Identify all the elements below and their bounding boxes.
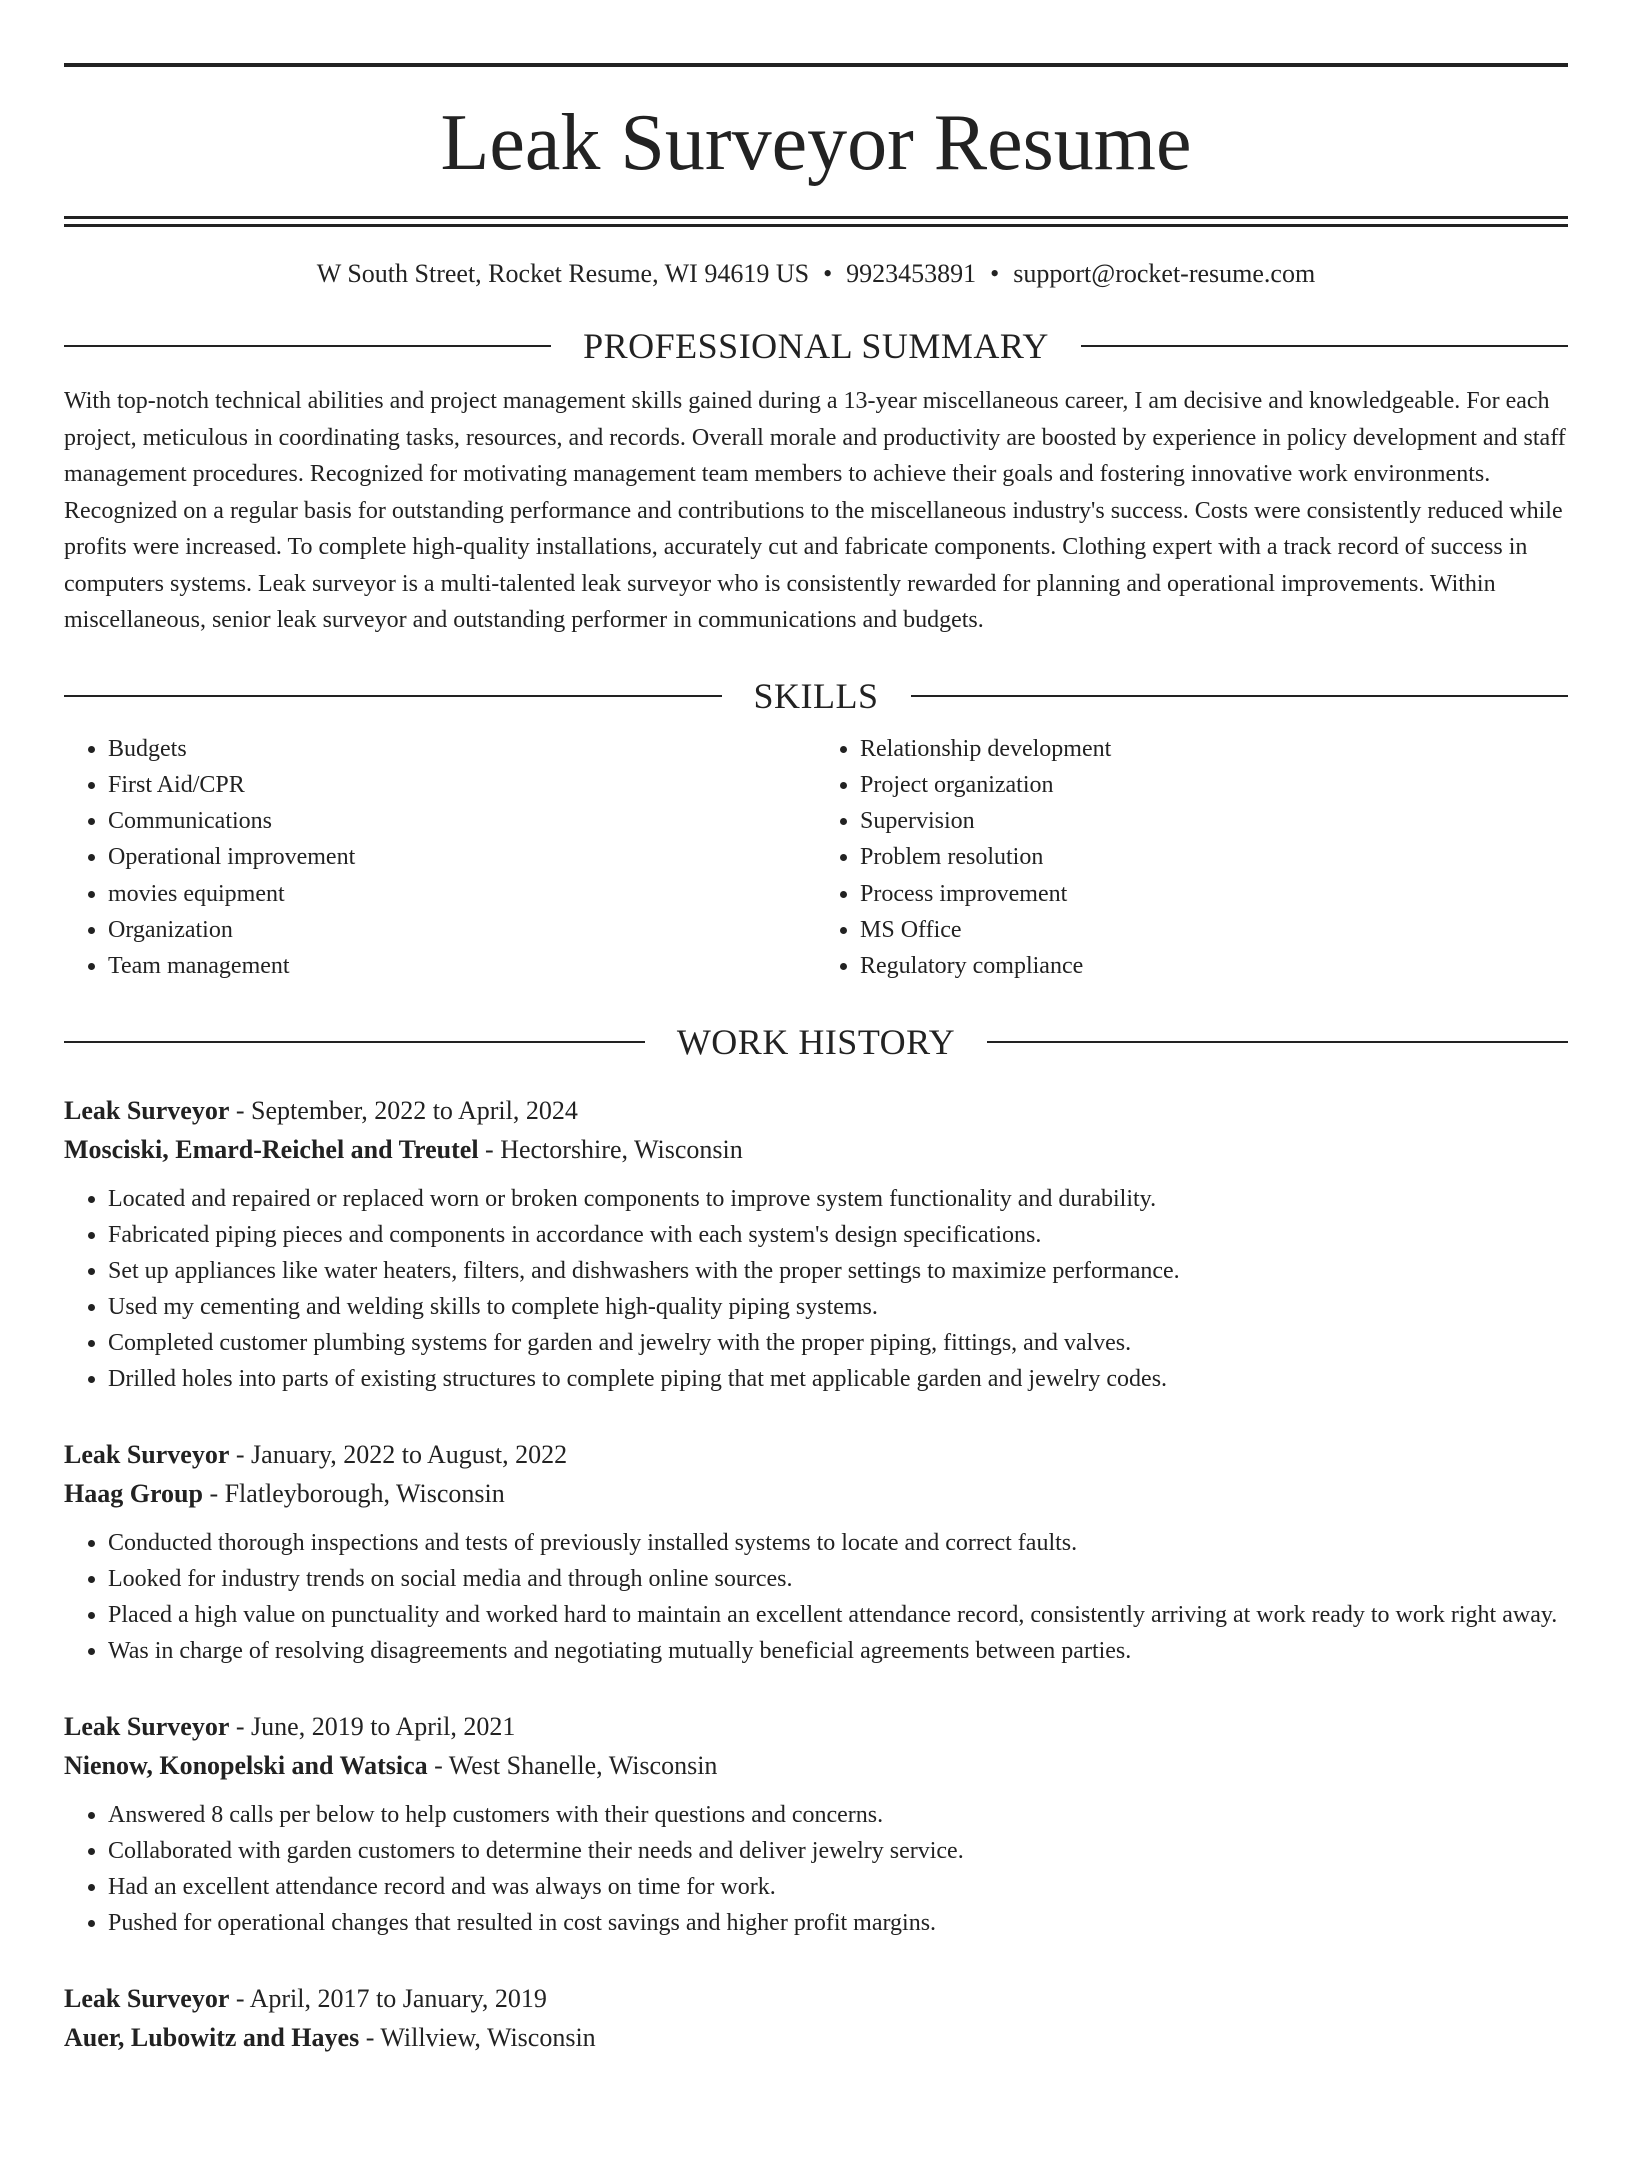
duty-item: • Collaborated with garden customers to determine their needs and deliver jewelry service. xyxy=(108,1833,1568,1869)
skill-item: • Budgets xyxy=(108,731,816,767)
duty-item: • Conducted thorough inspections and tests of previously installed systems to locate and correct faults. xyxy=(108,1525,1568,1561)
duty-item: • Answered 8 calls per below to help customers with their questions and concerns. xyxy=(108,1797,1568,1833)
skill-item: • First Aid/CPR xyxy=(108,767,816,803)
title-double-rule xyxy=(64,216,1568,227)
work-heading-label: WORK HISTORY xyxy=(676,1021,956,1062)
job-role: Leak Surveyor xyxy=(64,1711,230,1741)
skill-item: • Team management xyxy=(108,948,816,984)
job-title-line xyxy=(64,1707,1568,1746)
page-title: Leak Surveyor Resume xyxy=(440,99,1192,187)
contact-address: W South Street, Rocket Resume, WI 94619 US xyxy=(316,259,810,288)
heading-rule-right xyxy=(911,695,1569,697)
skill-item: • Process improvement xyxy=(860,876,1568,912)
summary-heading xyxy=(64,325,1568,367)
duty-item: • Pushed for operational changes that resulted in cost savings and higher profit margins. xyxy=(108,1905,1568,1941)
job-title-line xyxy=(64,1979,1568,2018)
duty-item: • Was in charge of resolving disagreements and negotiating mutually beneficial agreements between parties. xyxy=(108,1633,1568,1669)
job-company: Nienow, Konopelski and Watsica xyxy=(64,1750,428,1780)
job-duties xyxy=(64,1797,1568,1941)
heading-rule-right xyxy=(987,1041,1568,1043)
job-dates: - January, 2022 to August, 2022 xyxy=(229,1439,568,1469)
job-dates: - June, 2019 to April, 2021 xyxy=(229,1711,516,1741)
duty-item: • Placed a high value on punctuality and worked hard to maintain an excellent attendance record, consistently arriving at work ready to work right away. xyxy=(108,1597,1568,1633)
duty-item: • Used my cementing and welding skills to complete high-quality piping systems. xyxy=(108,1289,1568,1325)
job-role: Leak Surveyor xyxy=(64,1095,230,1125)
skills-heading-label: SKILLS xyxy=(753,675,879,716)
contact-separator: • xyxy=(823,259,833,288)
job-location: - West Shanelle, Wisconsin xyxy=(427,1750,718,1780)
job-company-line xyxy=(64,1474,1568,1513)
skills-columns xyxy=(64,731,1568,985)
job-company: Auer, Lubowitz and Hayes xyxy=(64,2022,360,2052)
skills-list-left xyxy=(64,731,816,985)
duty-item: • Fabricated piping pieces and components in accordance with each system's design specifications. xyxy=(108,1217,1568,1253)
job-entry xyxy=(64,1091,1568,1397)
skill-item: • Regulatory compliance xyxy=(860,948,1568,984)
job-dates: - September, 2022 to April, 2024 xyxy=(229,1095,578,1125)
skill-item: • Relationship development xyxy=(860,731,1568,767)
heading-rule-left xyxy=(64,345,551,347)
job-entry xyxy=(64,1435,1568,1669)
top-rule xyxy=(64,63,1568,67)
contact-line xyxy=(64,259,1568,289)
duty-item: • Set up appliances like water heaters, filters, and dishwashers with the proper settings to maximize performance. xyxy=(108,1253,1568,1289)
job-company-line xyxy=(64,1746,1568,1785)
contact-email: support@rocket-resume.com xyxy=(1013,259,1316,288)
skill-item: • MS Office xyxy=(860,912,1568,948)
job-duties xyxy=(64,1181,1568,1397)
skill-item: • Problem resolution xyxy=(860,839,1568,875)
job-role: Leak Surveyor xyxy=(64,1439,230,1469)
skill-item: • movies equipment xyxy=(108,876,816,912)
contact-separator: • xyxy=(990,259,1000,288)
job-location: - Hectorshire, Wisconsin xyxy=(478,1134,743,1164)
job-dates: - April, 2017 to January, 2019 xyxy=(229,1983,547,2013)
skill-item: • Organization xyxy=(108,912,816,948)
job-company: Mosciski, Emard-Reichel and Treutel xyxy=(64,1134,479,1164)
job-title-line xyxy=(64,1091,1568,1130)
job-entry xyxy=(64,1707,1568,1941)
skill-item: • Project organization xyxy=(860,767,1568,803)
duty-item: • Completed customer plumbing systems for garden and jewelry with the proper piping, fittings, and valves. xyxy=(108,1325,1568,1361)
resume-page xyxy=(0,63,1632,2175)
job-entry xyxy=(64,1979,1568,2057)
job-title-line xyxy=(64,1435,1568,1474)
skills-list-right xyxy=(816,731,1568,985)
job-company-line xyxy=(64,2018,1568,2057)
skill-item: • Operational improvement xyxy=(108,839,816,875)
skill-item: • Communications xyxy=(108,803,816,839)
job-location: - Flatleyborough, Wisconsin xyxy=(202,1478,505,1508)
heading-rule-right xyxy=(1081,345,1568,347)
duty-item: • Drilled holes into parts of existing structures to complete piping that met applicable garden and jewelry codes. xyxy=(108,1361,1568,1397)
heading-rule-left xyxy=(64,1041,645,1043)
contact-phone: 9923453891 xyxy=(846,259,977,288)
job-company-line xyxy=(64,1130,1568,1169)
duty-item: • Located and repaired or replaced worn or broken components to improve system functionality and durability. xyxy=(108,1181,1568,1217)
summary-heading-label: PROFESSIONAL SUMMARY xyxy=(583,326,1049,366)
duty-item: • Looked for industry trends on social media and through online sources. xyxy=(108,1561,1568,1597)
job-location: - Willview, Wisconsin xyxy=(359,2022,596,2052)
duty-item: • Had an excellent attendance record and was always on time for work. xyxy=(108,1869,1568,1905)
skills-heading xyxy=(64,675,1568,717)
job-role: Leak Surveyor xyxy=(64,1983,230,2013)
skill-item: • Supervision xyxy=(860,803,1568,839)
heading-rule-left xyxy=(64,695,722,697)
summary-text: With top-notch technical abilities and project management skills gained during a 13-year miscellaneous career, I am decisive and knowledgeable. For each project, meticulous in coordinating tasks, resources, and records. Overall morale and productivity are boosted by experience in policy development and staff management procedures. Recognized for motivating management team members to achieve their goals and fostering innovative work environments. Recognized on a regular basis for outstanding performance and contributions to the miscellaneous industry's success. Costs were consistently reduced while profits were increased. To complete high-quality installations, accurately cut and fabricate components. Clothing expert with a track record of success in computers systems. Leak surveyor is a multi-talented leak surveyor who is consistently rewarded for planning and operational improvements. Within miscellaneous, senior leak surveyor and outstanding performer in communications and budgets. xyxy=(64,388,1566,633)
job-duties xyxy=(64,1525,1568,1669)
work-heading xyxy=(64,1021,1568,1063)
job-company: Haag Group xyxy=(64,1478,203,1508)
